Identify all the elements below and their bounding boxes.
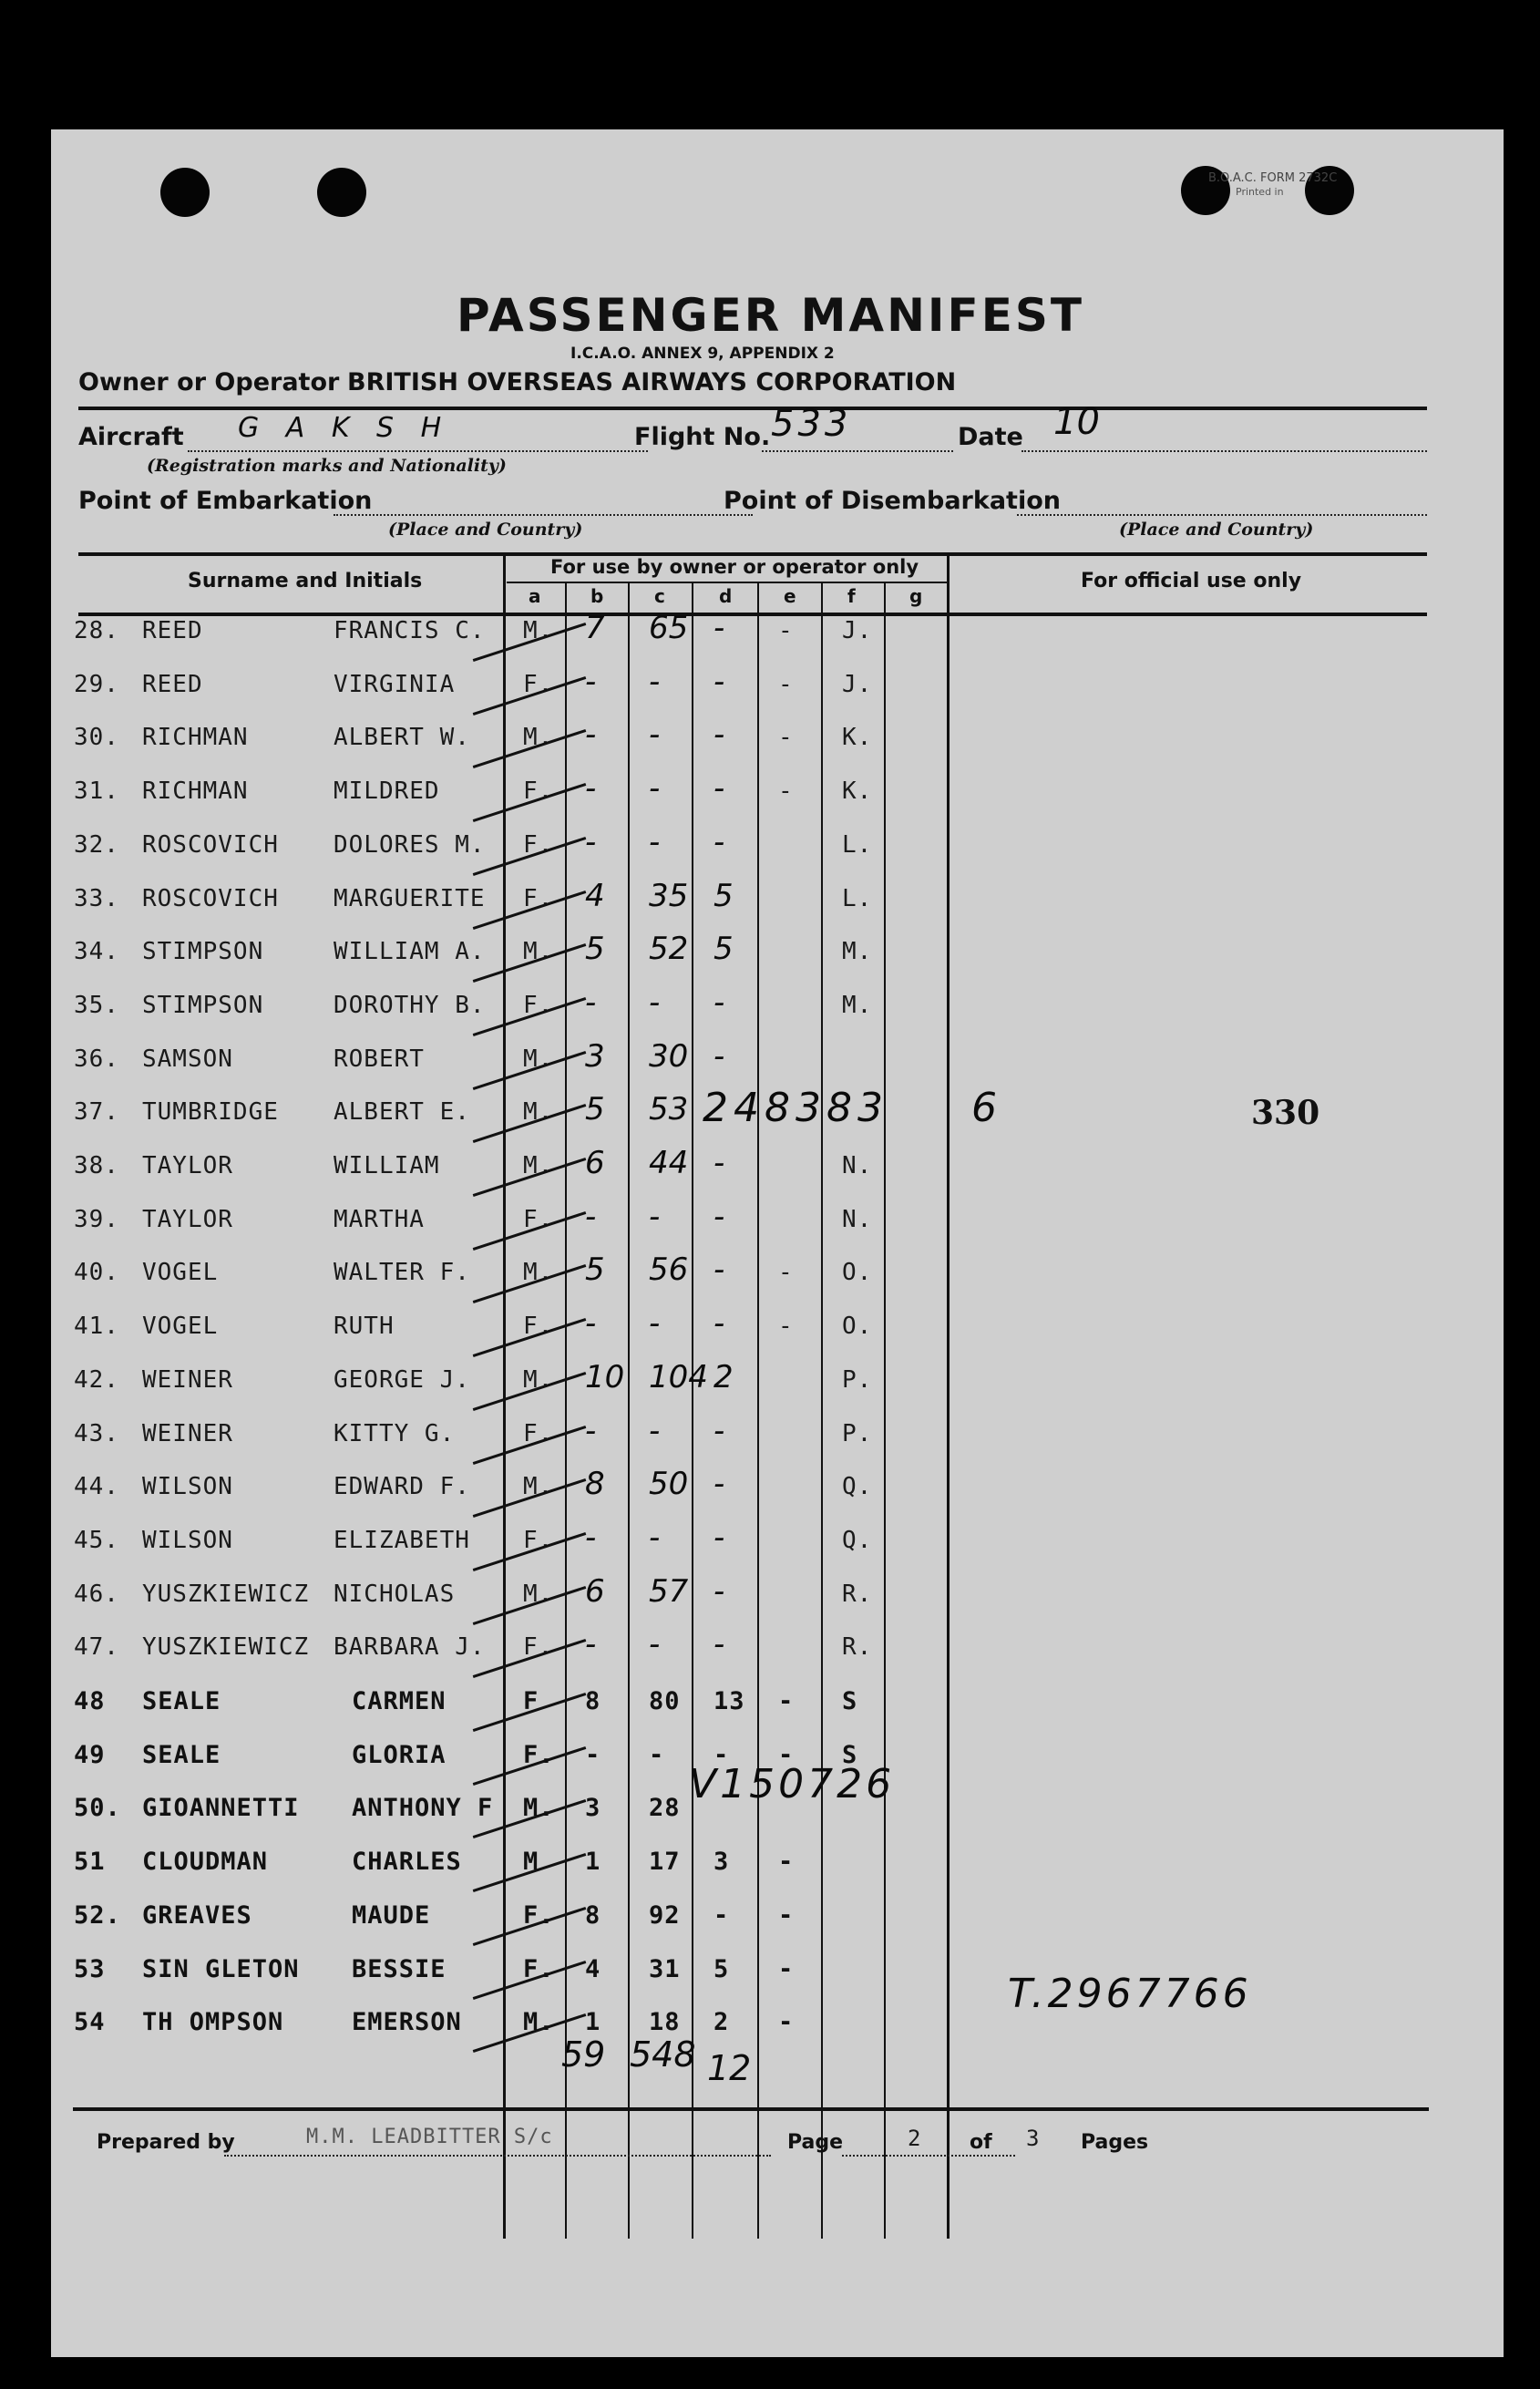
row-number: 35. [74,991,119,1019]
total-pages: 3 [1026,2126,1041,2151]
row-col-d: - [714,1519,725,1556]
row-col-c: - [649,1740,665,1769]
prepared-by-underline [224,2155,771,2157]
row-surname: GREAVES [142,1900,252,1930]
row-col-a: F. [523,1313,554,1341]
row-number: 28. [74,617,119,644]
row-col-b: 8 [585,1900,601,1930]
row-surname: VOGEL [142,1259,219,1287]
row-col-b: 6 [585,1572,605,1610]
row-col-a: F. [523,1526,554,1554]
row-col-c: - [649,983,661,1021]
row-col-d: 3 [714,1848,730,1877]
row-col-a: M. [523,1365,554,1394]
prepared-by-label: Prepared by [97,2131,235,2154]
of-label: of [970,2131,992,2154]
row-col-d: 2 [714,1358,734,1395]
owner-label: Owner or Operator [78,368,340,396]
row-col-b: 7 [585,610,605,646]
row-number: 47. [74,1633,119,1662]
col-divider-c [692,582,693,2239]
row-number: 52. [74,1900,121,1930]
column-letter-f: f [847,585,856,607]
row-col-a: M. [523,1045,554,1073]
row-number: 50. [74,1794,121,1823]
row-surname: STIMPSON [142,991,264,1019]
row-col-c: 65 [649,610,689,646]
row-col-d: - [714,1412,725,1449]
row-given-name: GLORIA [352,1740,447,1769]
row-surname: WILSON [142,1473,233,1501]
row-col-d: - [714,1900,730,1930]
table-header-rule [78,613,1427,616]
row-given-name: CARMEN [352,1687,447,1715]
page-label: Page [787,2131,844,2154]
official-use-header: For official use only [1081,570,1302,592]
row-surname: GIOANNETTI [142,1794,300,1823]
row-col-c: 17 [649,1848,681,1877]
row-number: 49 [74,1740,106,1769]
row-number: 34. [74,938,119,966]
row-col-b: 8 [585,1687,601,1715]
row-col-f: R. [842,1580,873,1608]
row-col-c: 30 [649,1037,689,1075]
row-col-e: - [778,1687,795,1715]
row-number: 37. [74,1098,119,1127]
row-surname: REED [142,670,203,698]
row-col-b: - [585,716,597,754]
row-col-b: 3 [585,1037,605,1075]
row-col-a: F. [523,670,554,698]
aircraft-note: (Registration marks and Nationality) [147,456,507,476]
row-col-d: - [714,1305,725,1343]
pages-label: Pages [1081,2131,1149,2154]
row-col-d: - [714,1198,725,1235]
row-col-c: - [649,823,661,860]
row-given-name: ANTHONY F [352,1794,494,1823]
row-col-c: 57 [649,1572,689,1610]
row-col-e: - [778,1848,795,1877]
punch-hole-left-2 [317,168,366,217]
row-col-e: - [778,1954,795,1983]
row-given-name: EMERSON [352,2008,462,2037]
row-col-b: - [585,1519,597,1556]
row-given-name: FRANCIS C. [334,617,486,644]
row-number: 48 [74,1687,106,1715]
row-col-c: 50 [649,1466,689,1503]
total-c: 548 [630,2034,696,2075]
row-col-e: - [778,1740,795,1769]
row-col-b: - [585,1305,597,1343]
row-col-c: 104 [649,1358,708,1395]
row-surname: WILSON [142,1526,233,1554]
flight-label: Flight No. [634,423,771,451]
row-given-name: ROBERT [334,1045,425,1073]
row-col-e: - [778,2008,795,2037]
row37-ticket-number: 248383 [703,1085,888,1131]
row-col-e: - [778,724,794,752]
row-col-c: - [649,1412,661,1449]
row-col-f: J. [842,617,873,644]
aircraft-underline [188,450,648,452]
row-number: 46. [74,1580,119,1608]
total-d: 12 [707,2048,752,2088]
row-col-a: F. [523,777,554,806]
column-letter-b: b [590,585,604,607]
row-col-c: 53 [649,1091,689,1128]
row-col-f: O. [842,1259,873,1287]
row-col-d: - [714,770,725,808]
row-col-a: M. [523,1473,554,1501]
row-number: 36. [74,1045,119,1073]
row-col-d: - [714,1572,725,1610]
page-underline [842,2155,1015,2157]
row-surname: ROSCOVICH [142,830,279,859]
row-surname: YUSZKIEWICZ [142,1633,310,1662]
row-col-a: F. [523,830,554,859]
column-letter-a: a [529,585,541,607]
row-col-c: - [649,663,661,700]
row-col-a: F. [523,1205,554,1233]
row-col-a: M. [523,1794,555,1823]
row-col-b: - [585,1412,597,1449]
row-col-f: S [842,1740,858,1769]
row-col-a: F. [523,1633,554,1662]
row-given-name: EDWARD F. [334,1473,470,1501]
owner-use-header: For use by owner or operator only [550,556,919,578]
row-col-f: M. [842,991,873,1019]
row-col-d: 2 [714,2008,730,2037]
row-col-d: - [714,1740,730,1769]
row-col-d: 13 [714,1687,745,1715]
row-col-d: - [714,823,725,860]
row-given-name: WALTER F. [334,1259,470,1287]
row-col-a: M. [523,938,554,966]
row-given-name: CHARLES [352,1848,462,1877]
row-col-f: O. [842,1313,873,1341]
aircraft-label: Aircraft [78,423,184,451]
row-number: 45. [74,1526,119,1554]
row-number: 30. [74,724,119,752]
row-given-name: MARTHA [334,1205,425,1233]
row-col-c: 44 [649,1145,689,1181]
row-given-name: GEORGE J. [334,1365,470,1394]
row-col-b: - [585,983,597,1021]
row-col-c: 56 [649,1251,689,1289]
embarkation-underline [334,514,753,516]
row-surname: RICHMAN [142,724,249,752]
row-given-name: DOLORES M. [334,830,486,859]
row-col-f: K. [842,724,873,752]
row-col-a: F. [523,1900,555,1930]
row-surname: TAYLOR [142,1205,233,1233]
aircraft-value: G A K S H [238,412,451,444]
row-surname: CLOUDMAN [142,1848,269,1877]
row-col-a: M. [523,617,554,644]
row-col-d: 5 [714,877,734,914]
row-given-name: KITTY G. [334,1419,456,1447]
row-col-b: - [585,663,597,700]
flight-value: 533 [771,403,852,445]
col-divider-d [757,582,759,2239]
col-divider-a [565,582,567,2239]
page-subtitle: I.C.A.O. ANNEX 9, APPENDIX 2 [570,345,835,363]
row-given-name: BARBARA J. [334,1633,486,1662]
form-printed: Printed in [1236,186,1284,198]
row-surname: SEALE [142,1687,221,1715]
owner-value: BRITISH OVERSEAS AIRWAYS CORPORATION [347,368,957,396]
row-given-name: VIRGINIA [334,670,456,698]
row-col-f: N. [842,1205,873,1233]
disembarkation-note: (Place and Country) [1119,520,1314,540]
row-col-c: - [649,1198,661,1235]
row-col-e: - [778,1259,794,1287]
row-col-a: F. [523,1419,554,1447]
row50-ticket-number: V150726 [689,1761,896,1807]
row-number: 54 [74,2008,106,2037]
row-col-c: 28 [649,1794,681,1823]
row-surname: SEALE [142,1740,221,1769]
column-letter-g: g [909,585,923,607]
row-number: 29. [74,670,119,698]
disembarkation-underline [1017,514,1427,516]
row37-extra-digit: 6 [971,1085,997,1131]
row-col-a: M. [523,2008,555,2037]
row-col-a: F [523,1687,539,1715]
row-col-b: 5 [585,931,605,968]
row-col-a: M. [523,1152,554,1179]
row-col-b: 5 [585,1091,605,1128]
row-col-a: F. [523,1954,555,1983]
embarkation-note: (Place and Country) [388,520,583,540]
row-col-a: M. [523,1098,554,1127]
col-divider-g [947,552,950,2239]
bottom-ticket-number: T.2967766 [1008,1971,1252,2017]
page-number: 2 [908,2126,922,2151]
row-col-b: - [585,823,597,860]
row-given-name: WILLIAM [334,1152,440,1179]
row-surname: ROSCOVICH [142,884,279,912]
row-surname: STIMPSON [142,938,264,966]
row-col-b: 4 [585,877,605,914]
embarkation-label: Point of Embarkation [78,487,373,515]
row-given-name: MARGUERITE [334,884,486,912]
row-col-a: M. [523,1259,554,1287]
row-col-f: J. [842,670,873,698]
row-col-d: - [714,1037,725,1075]
row-col-f: R. [842,1633,873,1662]
official-stamp-330: 330 [1251,1094,1320,1132]
row-number: 40. [74,1259,119,1287]
row-col-b: 4 [585,1954,601,1983]
row-surname: SAMSON [142,1045,233,1073]
column-letter-e: e [784,585,796,607]
row-col-d: 5 [714,1954,730,1983]
row-col-f: Q. [842,1526,873,1554]
row-col-b: 5 [585,1251,605,1289]
date-label: Date [958,423,1023,451]
row-number: 31. [74,777,119,806]
row-surname: WEINER [142,1365,233,1394]
row-col-b: - [585,1740,601,1769]
row-col-c: 18 [649,2008,681,2037]
row-col-b: 1 [585,2008,601,2037]
row-col-b: 3 [585,1794,601,1823]
row-col-b: 1 [585,1848,601,1877]
row-col-a: F. [523,884,554,912]
row-number: 39. [74,1205,119,1233]
row-given-name: ALBERT E. [334,1098,470,1127]
prepared-by-value: M.M. LEADBITTER S/c [306,2126,553,2148]
row-col-f: Q. [842,1473,873,1501]
row-surname: REED [142,617,203,644]
row-col-c: - [649,1626,661,1663]
row-col-f: P. [842,1365,873,1394]
row-col-c: - [649,770,661,808]
row-col-c: 92 [649,1900,681,1930]
row-col-d: - [714,1466,725,1503]
row-col-f: L. [842,884,873,912]
col-divider-f [884,582,886,2239]
form-code: B.O.A.C. FORM 2732C [1208,171,1338,185]
row-col-c: 31 [649,1954,681,1983]
row-col-c: 80 [649,1687,681,1715]
row-number: 44. [74,1473,119,1501]
row-col-a: M. [523,1580,554,1608]
row-col-b: - [585,1198,597,1235]
row-col-c: 35 [649,877,689,914]
row-given-name: WILLIAM A. [334,938,486,966]
row-col-c: 52 [649,931,689,968]
footer-top-rule [73,2107,1429,2111]
row-col-c: - [649,1519,661,1556]
row-number: 41. [74,1313,119,1341]
row-col-c: - [649,1305,661,1343]
manifest-page [51,129,1504,2357]
row-given-name: BESSIE [352,1954,447,1983]
row-surname: RICHMAN [142,777,249,806]
column-letter-d: d [719,585,733,607]
row-number: 42. [74,1365,119,1394]
disembarkation-label: Point of Disembarkation [724,487,1061,515]
flight-underline [762,450,953,452]
row-col-f: K. [842,777,873,806]
row-given-name: MILDRED [334,777,440,806]
row-col-e: - [778,777,794,806]
row-number: 51 [74,1848,106,1877]
row-col-f: N. [842,1152,873,1179]
row-col-a: F. [523,1740,555,1769]
row-col-d: - [714,983,725,1021]
row-col-f: P. [842,1419,873,1447]
row-col-d: - [714,1251,725,1289]
row-col-e: - [778,617,794,644]
row-col-a: M [523,1848,539,1877]
row-col-e: - [778,1313,794,1341]
row-surname: SIN GLETON [142,1954,300,1983]
row-surname: TH OMPSON [142,2008,284,2037]
row-col-f: M. [842,938,873,966]
row-surname: TAYLOR [142,1152,233,1179]
row-given-name: RUTH [334,1313,395,1341]
row-col-b: 6 [585,1145,605,1181]
row-col-c: - [649,716,661,754]
row-col-f: S [842,1687,858,1715]
row-number: 38. [74,1152,119,1179]
row-col-d: - [714,610,725,646]
row-surname: VOGEL [142,1313,219,1341]
row-given-name: MAUDE [352,1900,431,1930]
row-col-a: F. [523,991,554,1019]
row-surname: YUSZKIEWICZ [142,1580,310,1608]
row-given-name: ELIZABETH [334,1526,470,1554]
row-col-e: - [778,1900,795,1930]
row-given-name: DOROTHY B. [334,991,486,1019]
col-divider-e [821,582,823,2239]
row-col-b: - [585,1626,597,1663]
total-b: 59 [561,2034,606,2075]
row-number: 33. [74,884,119,912]
row-col-d: - [714,1145,725,1181]
row-col-a: M. [523,724,554,752]
row-col-d: - [714,663,725,700]
row-number: 32. [74,830,119,859]
row-number: 43. [74,1419,119,1447]
row-number: 53 [74,1954,106,1983]
row-col-e: - [778,670,794,698]
row-col-f: L. [842,830,873,859]
page-title: PASSENGER MANIFEST [457,289,1084,342]
punch-hole-left-1 [160,168,210,217]
row-col-b: 8 [585,1466,605,1503]
date-underline [1022,450,1427,452]
row-col-b: 10 [585,1358,625,1395]
row-given-name: NICHOLAS [334,1580,456,1608]
row-col-b: - [585,770,597,808]
column-letter-c: c [654,585,665,607]
row-col-d: 5 [714,931,734,968]
col-divider-b [628,582,630,2239]
row-surname: WEINER [142,1419,233,1447]
row-col-d: - [714,1626,725,1663]
row-col-d: - [714,716,725,754]
row-given-name: ALBERT W. [334,724,470,752]
rule-owner [78,407,1427,410]
name-column-header: Surname and Initials [188,570,423,592]
date-value: 10 [1053,401,1100,443]
row-surname: TUMBRIDGE [142,1098,279,1127]
